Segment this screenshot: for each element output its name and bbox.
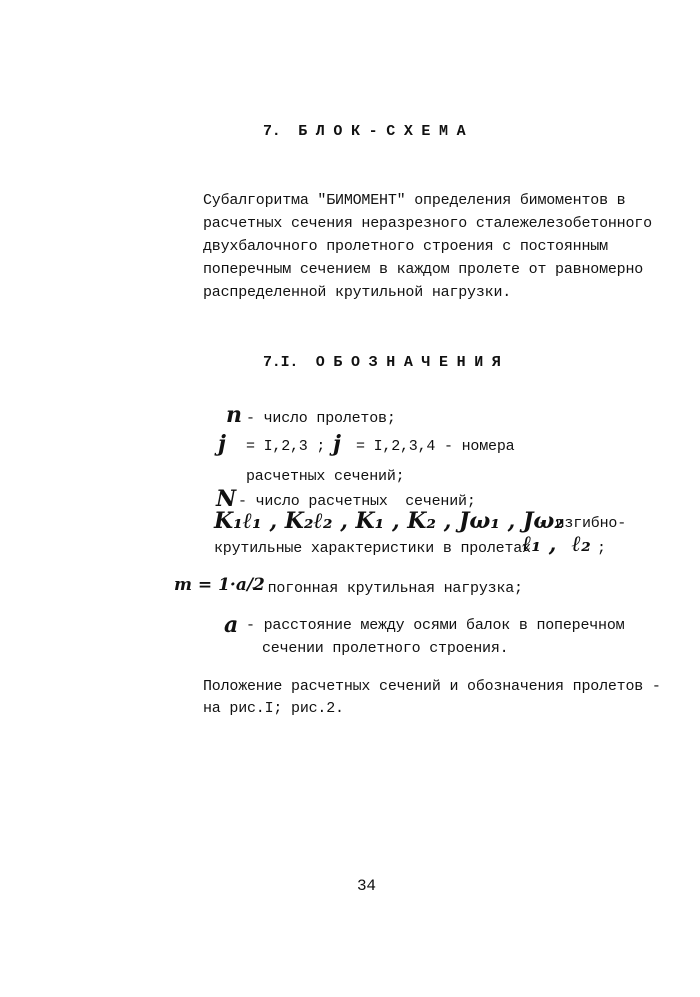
j-symbol-2: j	[333, 431, 341, 457]
subsection-title: 7.I. О Б О З Н А Ч Е Н И Я	[263, 354, 501, 371]
intro-line-2: расчетных сечения неразрезного сталежелезобетонного	[203, 215, 652, 232]
m-formula: m = 1·a/2	[174, 575, 265, 595]
characteristics-end: ;	[597, 540, 606, 557]
note-line-2: на рис.I; рис.2.	[203, 700, 344, 717]
a-description-2: сечении пролетного строения.	[262, 640, 509, 657]
j-values-2: = I,2,3,4 - номера	[356, 438, 515, 455]
m-description: - погонная крутильная нагрузка;	[250, 580, 523, 597]
intro-line-5: распределенной крутильной нагрузки.	[203, 284, 512, 301]
N-description: - число расчетных сечений;	[238, 493, 476, 510]
a-description-1: - расстояние между осями балок в поперечном	[246, 617, 625, 634]
characteristics-text-1: - изгибно-	[538, 515, 627, 532]
N-symbol: N	[216, 486, 237, 512]
intro-line-3: двухбалочного пролетного строения с постоянным	[203, 238, 608, 255]
j-description: расчетных сечений;	[246, 468, 405, 485]
section-title: 7. Б Л О К - С Х Е М А	[263, 123, 466, 140]
intro-line-4: поперечным сечением в каждом пролете от равномерно	[203, 261, 644, 278]
intro-line-1: Субалгоритма "БИМОМЕНТ" определения бимоментов в	[203, 192, 626, 209]
characteristics-symbols: K₁ℓ₁ , K₂ℓ₂ , K₁ , K₂ , Jω₁ , Jω₂	[214, 508, 564, 534]
j-symbol: j	[218, 431, 226, 457]
a-symbol: a	[224, 612, 239, 638]
span-symbols: ℓ₁ , ℓ₂	[522, 531, 591, 557]
j-values-1: = I,2,3 ;	[246, 438, 326, 455]
n-description: - число пролетов;	[246, 410, 396, 427]
page-number: 34	[357, 877, 376, 895]
note-line-1: Положение расчетных сечений и обозначения пролетов -	[203, 678, 661, 695]
characteristics-text-2: крутильные характеристики в пролетах	[214, 540, 531, 557]
n-symbol: n	[226, 402, 242, 428]
